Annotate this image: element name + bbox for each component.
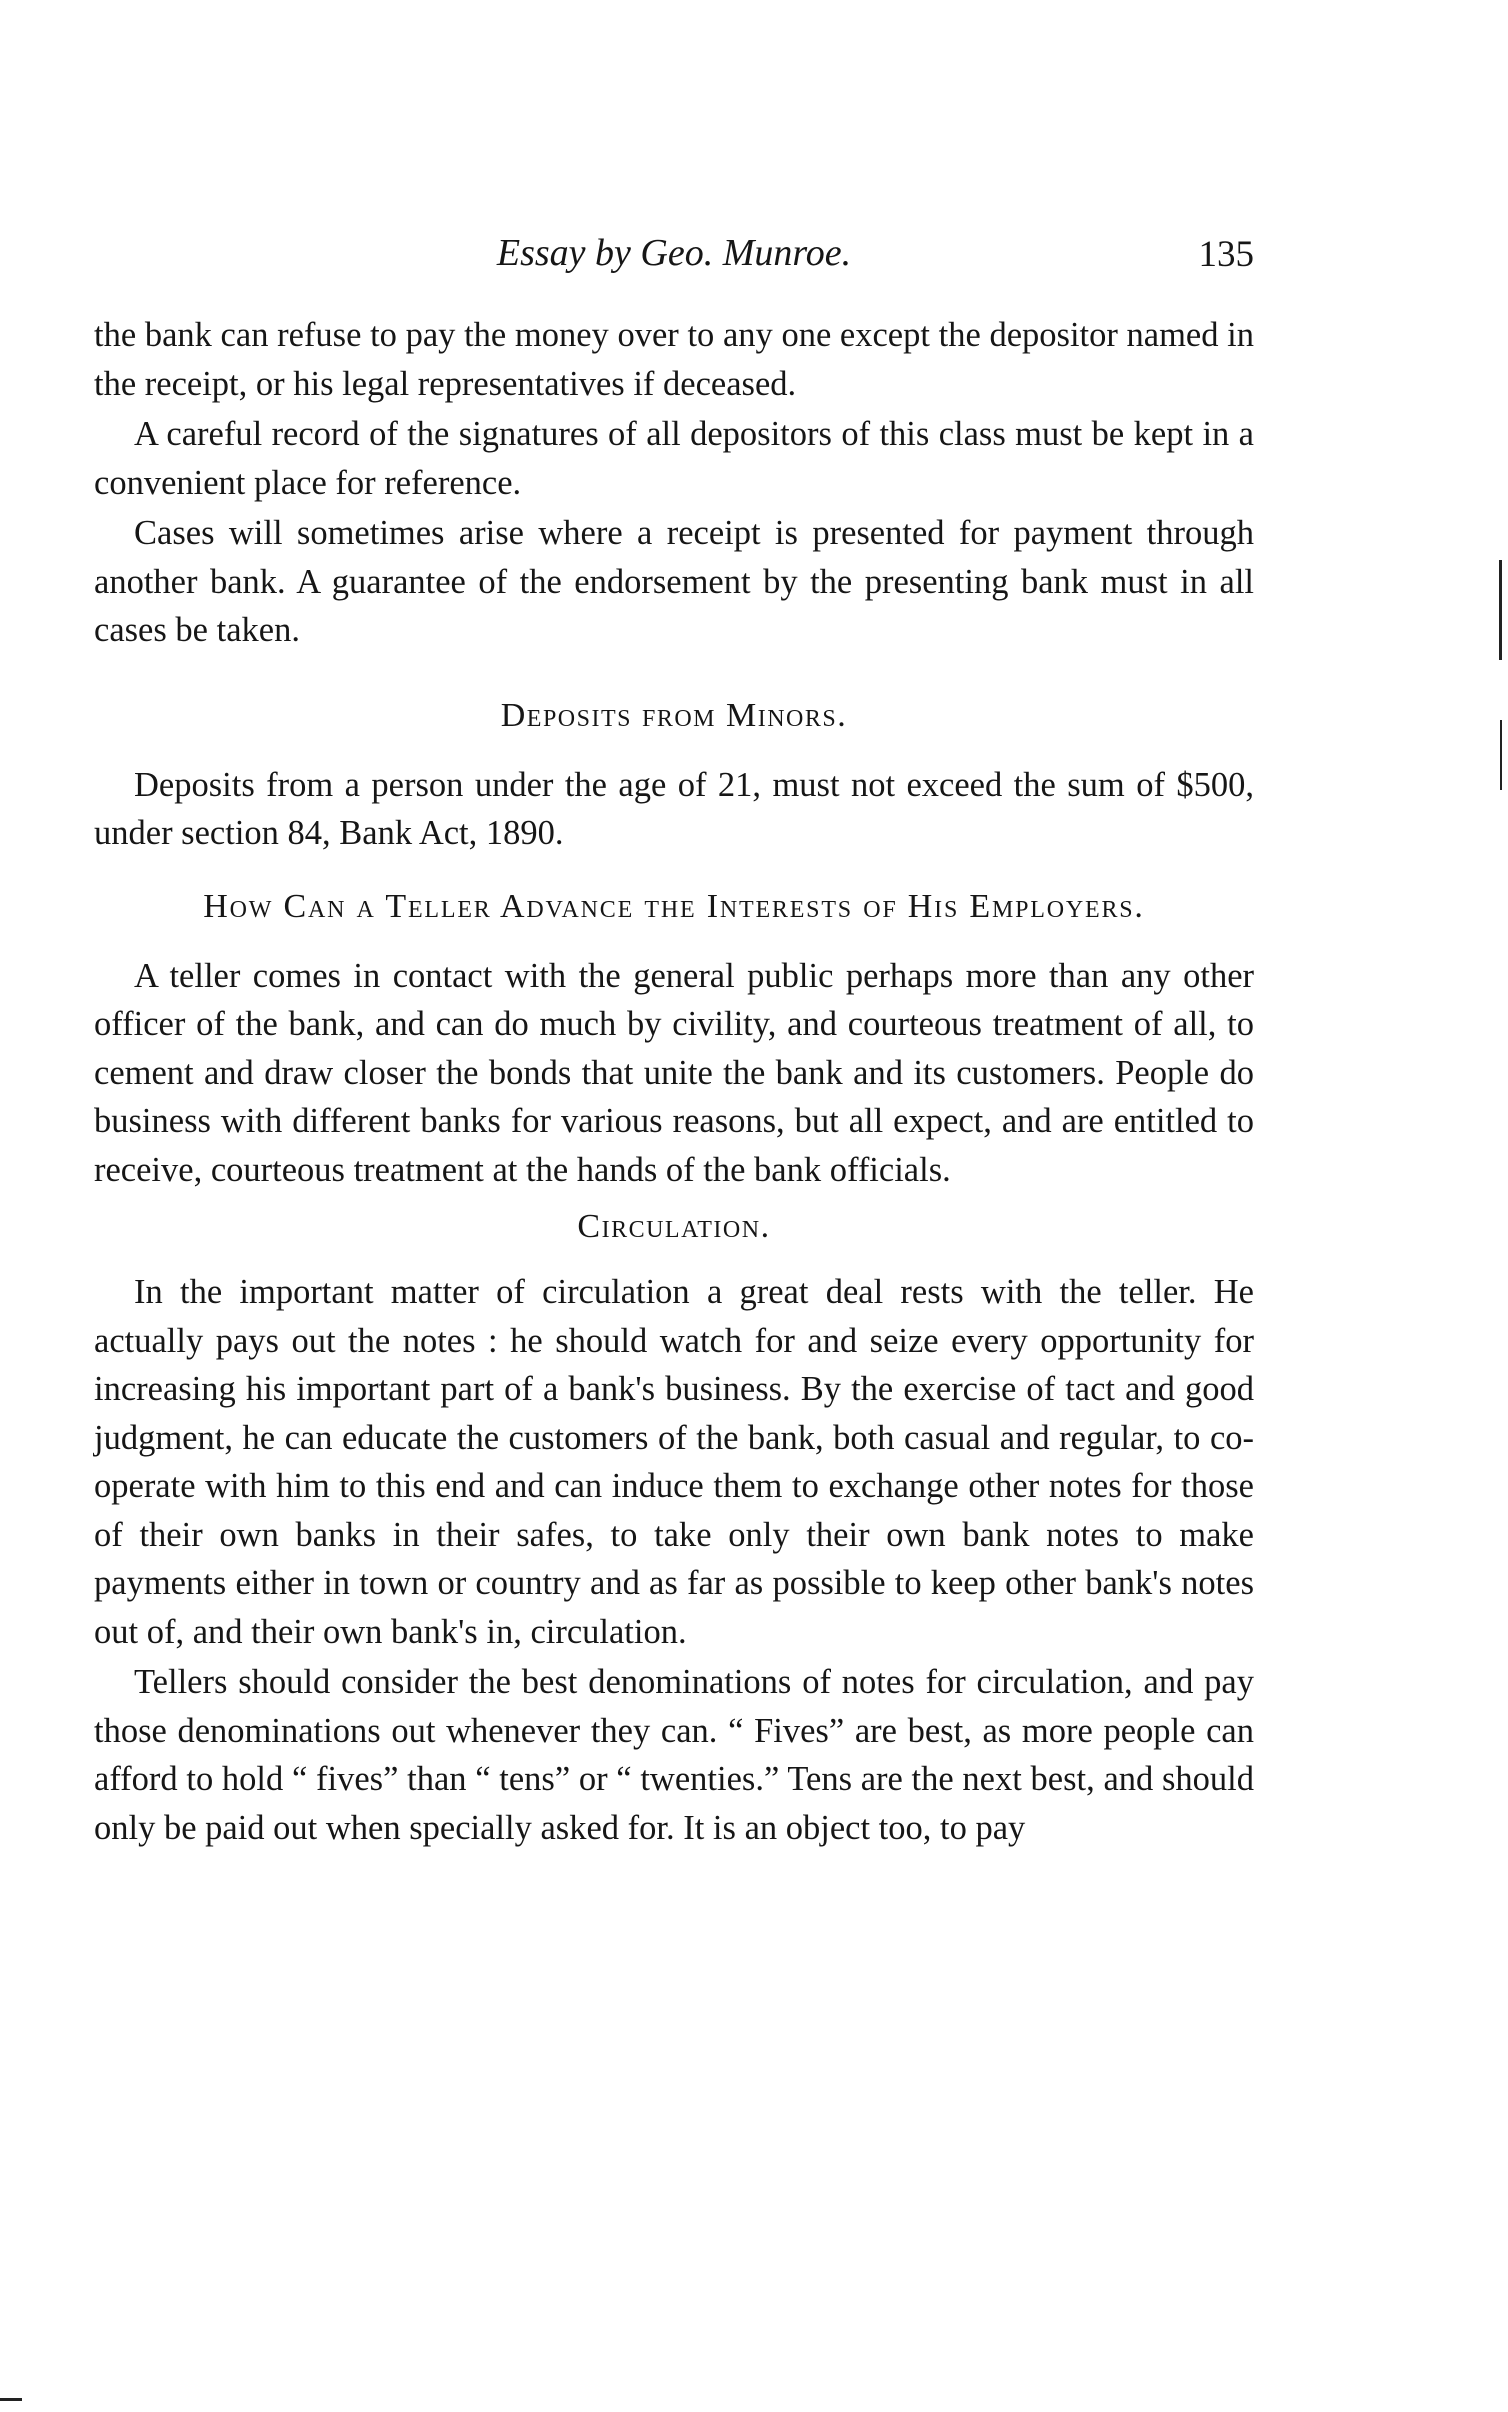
scan-edge-mark [1499, 560, 1502, 660]
running-title: Essay by Geo. Munroe. [496, 232, 852, 274]
body-paragraph: A teller comes in contact with the general public perhaps more than any other officer of the bank, and can do much by civility, and courteous treatment of all, to cement and draw closer the bonds that unite the bank and its customers. People do business with different banks for various reasons, but all expect, and are entitled to receive, courteous treatment at the hands of the bank officials. [94, 956, 1254, 1189]
body-paragraph: Tellers should consider the best denominations of notes for circulation, and pay those denominations out whenever they can. “ Fives” are best, as more people can afford to hold “ fives” than “ tens” or “ twenties.” Tens are the next best, and should only be paid out when specially asked for. It is an object too, to pay [94, 1663, 1254, 1847]
running-head [94, 225, 1254, 281]
body-paragraph: the bank can refuse to pay the money over to any one except the depositor named in the receipt, or his legal representatives if deceased. [94, 316, 1254, 403]
page-number: 135 [1198, 234, 1254, 275]
body-paragraph: A careful record of the signatures of all depositors of this class must be kept in a convenient place for reference. [94, 415, 1254, 502]
section-heading: Circulation. [577, 1208, 771, 1245]
scan-edge-mark [1500, 720, 1502, 790]
body-paragraph: Cases will sometimes arise where a receipt is presented for payment through another bank. A guarantee of the endorsement by the presenting bank must in all cases be taken. [94, 514, 1254, 649]
book-page [94, 225, 1254, 1854]
section-heading: Deposits from Minors. [500, 696, 848, 734]
body-paragraph: In the important matter of circulation a great deal rests with the teller. He actually pays out the notes : he should watch for and seize every opportunity for increasing his important part of a bank's business. By the exercise of tact and good judgment, he can educate the customers of the bank, both casual and regular, to co-operate with him to this end and can induce them to exchange other notes for those of their own banks in their safes, to take only their own bank notes to make payments either in town or country and as far as possible to keep other bank's notes out of, and their own bank's in, circulation. [94, 1273, 1254, 1651]
scan-corner-mark [0, 2398, 22, 2401]
section-heading: How Can a Teller Advance the Interests of His Employers. [203, 887, 1145, 925]
body-paragraph: Deposits from a person under the age of 21, must not exceed the sum of $500, under section 84, Bank Act, 1890. [94, 765, 1254, 852]
